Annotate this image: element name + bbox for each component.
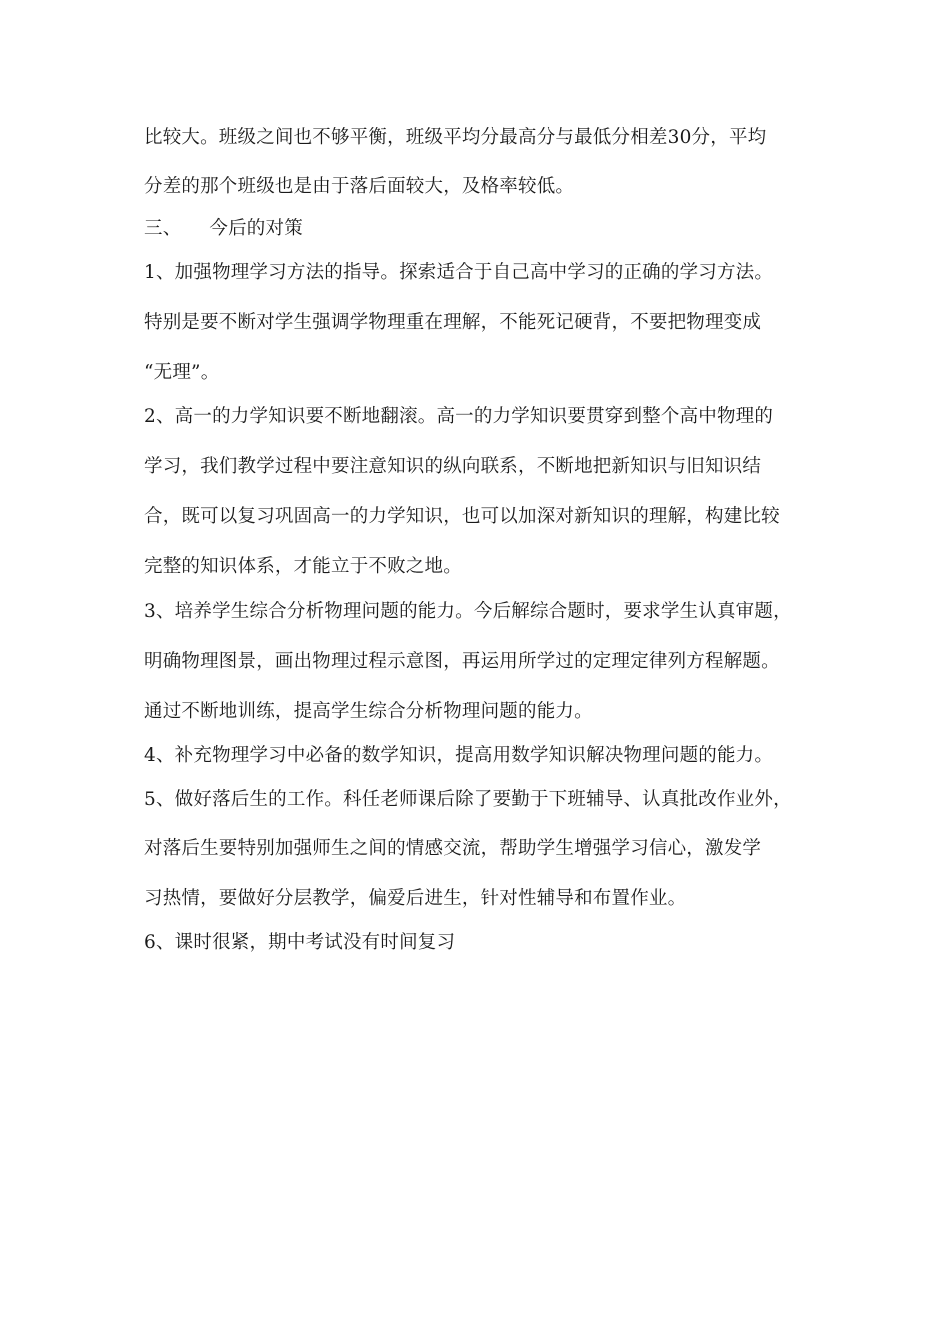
paragraph-line: 5、做好落后生的工作。科任老师课后除了要勤于下班辅导、认真批改作业外， — [144, 789, 792, 810]
section-title: 今后的对策 — [209, 218, 303, 239]
paragraph-line: 明确物理图景，画出物理过程示意图，再运用所学过的定理定律列方程解题。 — [144, 651, 780, 672]
paragraph-line: “无理”。 — [144, 362, 220, 383]
paragraph-line: 1、加强物理学习方法的指导。探索适合于自己高中学习的正确的学习方法。 — [144, 262, 774, 283]
paragraph-line: 3、培养学生综合分析物理问题的能力。今后解综合题时，要求学生认真审题， — [144, 601, 792, 622]
paragraph-line: 完整的知识体系，才能立于不败之地。 — [144, 556, 462, 577]
section-heading — [144, 214, 824, 244]
section-number: 三、 — [144, 218, 182, 239]
paragraph-line: 习热情，要做好分层教学，偏爱后进生，针对性辅导和布置作业。 — [144, 888, 687, 909]
paragraph-line: 分差的那个班级也是由于落后面较大，及格率较低。 — [144, 176, 575, 197]
paragraph-line: 特别是要不断对学生强调学物理重在理解，不能死记硬背，不要把物理变成 — [144, 312, 762, 333]
paragraph-line: 6、课时很紧，期中考试没有时间复习 — [144, 932, 456, 953]
paragraph-line: 学习，我们教学过程中要注意知识的纵向联系，不断地把新知识与旧知识结 — [144, 456, 762, 477]
paragraph-line: 合，既可以复习巩固高一的力学知识，也可以加深对新知识的理解，构建比较 — [144, 506, 780, 527]
paragraph-line: 4、补充物理学习中必备的数学知识，提高用数学知识解决物理问题的能力。 — [144, 745, 774, 766]
paragraph-line: 通过不断地训练，提高学生综合分析物理问题的能力。 — [144, 701, 593, 722]
paragraph-line: 比较大。班级之间也不够平衡，班级平均分最高分与最低分相差30分，平均 — [144, 127, 767, 148]
paragraph-line: 对落后生要特别加强师生之间的情感交流，帮助学生增强学习信心，激发学 — [144, 838, 762, 859]
paragraph-line: 2、高一的力学知识要不断地翻滚。高一的力学知识要贯穿到整个高中物理的 — [144, 406, 774, 427]
